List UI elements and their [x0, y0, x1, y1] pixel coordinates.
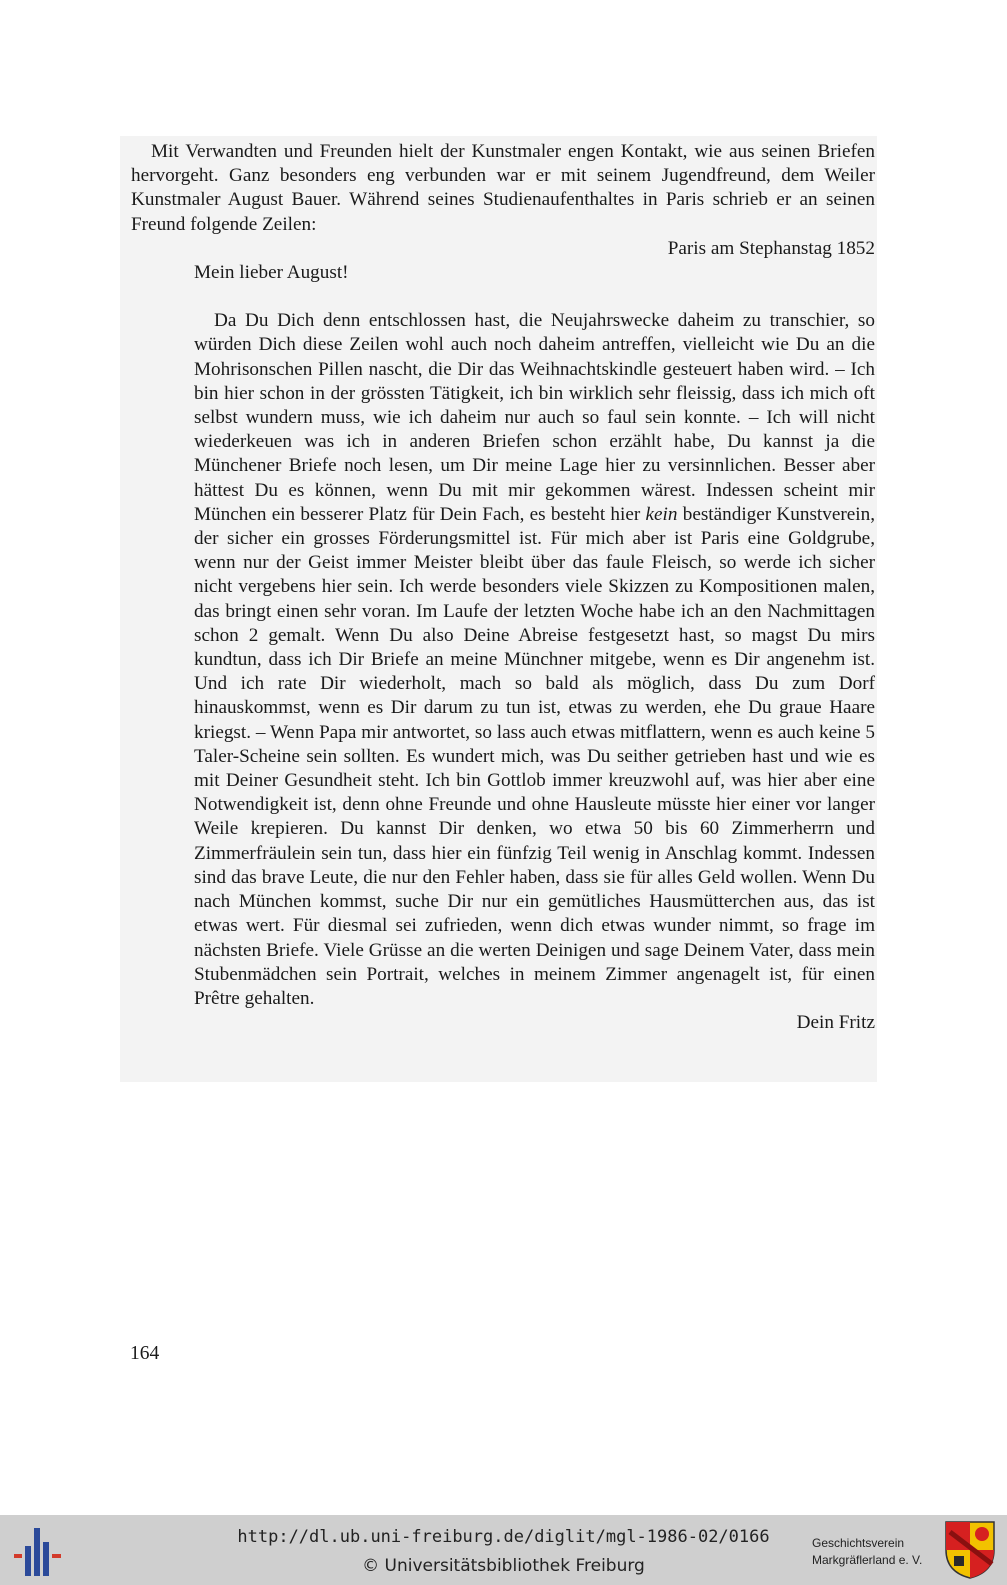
page-number: 164 [130, 1343, 160, 1364]
page-text [131, 140, 875, 1035]
letter [194, 261, 875, 1011]
society-name [812, 1535, 932, 1569]
letter-emphasis: kein [645, 503, 678, 525]
coat-of-arms-icon [944, 1520, 996, 1580]
letter-body-part2: beständiger Kunstverein, der sicher ein grosses Förderungsmittel ist. Für mich aber ist Paris eine Goldgrube, wenn nur der Geist immer Meister bleibt über das faule Fleisch, so werde ich sicher nicht vergebens hier sein. Ich werde besonders viele Skizzen zu Kompositionen malen, das bringt einen sehr voran. Im Laufe der letzten Woche habe ich an den Nachmittagen schon 2 gemalt. Wenn Du also Deine Abreise festgesetzt hast, so magst Du mirs kundtun, dass ich Dir Briefe an meine Münchner mitgebe, wenn es Dir angenehm ist. Und ich rate Dir wiederholt, mach so bald als möglich, dass Du zum Dorf hinauskommst, wenn es Dir darum zu tun ist, etwas zu werden, ehe Du graue Haare kriegst. – Wenn Papa mir antwortet, so lass auch etwas mitflattern, wenn es auch keine 5 Taler-Scheine sein sollten. Es wundert mich, was Du seither getrieben hast und wie es mit Deiner Gesundheit steht. Ich bin Gottlob immer kreuzwohl auf, was hier aber eine Notwendigkeit ist, denn ohne Freunde und ohne Hausleute müsste hier einer vor langer Weile krepieren. Du kannst Dir denken, wo etwa 50 bis 60 Zimmerherrn und Zimmerfräulein sein tun, dass hier ein fünfzig Teil wenig in Anschlag kommt. Indessen sind das brave Leute, die nur den Fehler haben, dass sie für alles Geld wollen. Wenn Du nach München kommst, suche Dir nur ein gemütliches Hausmütterchen aus, das ist etwas wert. Für diesmal sei zufrieden, wenn dich etwas wunder nimmt, so frage im nächsten Briefe. Viele Grüsse an die werten Deinigen und sage Deinem Vater, dass mein Stubenmädchen sein Portrait, welches in meinem Zimmer angenagelt ist, für einen Prêtre gehalten. [194, 503, 876, 1009]
letter-body-part1: Da Du Dich denn entschlossen hast, die Neujahrswecke daheim zu transchier, so würden Dich diese Zeilen wohl auch noch daheim antreffen, vielleicht wie Du an die Mohrisonschen Pillen nascht, die Dir das Weihnachtskindle gesteuert haben wird. – Ich bin hier schon in der grössten Tätigkeit, ich bin wirklich sehr fleissig, dass ich mich oft selbst wundern muss, wie ich daheim nur auch so faul sein konnte. – Ich will nicht wiederkeuen was ich in anderen Briefen schon erzählt habe, Du kannst ja die Münchener Briefe noch lesen, um Dir meine Lage hier zu versinnlichen. Besser aber hättest Du es können, wenn Du mit mir gekommen wärest. Indessen scheint mir München ein besserer Platz für Dein Fach, es besteht hier [194, 310, 875, 525]
letter-dateline: Paris am Stephanstag 1852 [667, 237, 875, 259]
source-url-link[interactable]: http://dl.ub.uni-freiburg.de/diglit/mgl-1986-02/0166 [237, 1527, 770, 1547]
footer-bar [0, 1515, 1007, 1585]
letter-body [194, 309, 875, 1011]
copyright-notice: © Universitätsbibliothek Freiburg [362, 1556, 645, 1576]
letter-salutation: Mein lieber August! [194, 262, 349, 284]
letter-signature: Dein Fritz [796, 1012, 875, 1034]
society-line-2: Markgräflerland e. V. [812, 1553, 923, 1567]
society-line-1: Geschichtsverein [812, 1536, 905, 1550]
intro-paragraph: Mit Verwandten und Freunden hielt der Kunstmaler engen Kontakt, wie aus seinen Briefen hervorgeht. Ganz besonders eng verbunden war er mit seinem Jugendfreund, dem Weiler Kunstmaler August Bauer. Während seines Studienaufenthaltes in Paris schrieb er an seinen Freund folgende Zeilen: [131, 141, 875, 235]
